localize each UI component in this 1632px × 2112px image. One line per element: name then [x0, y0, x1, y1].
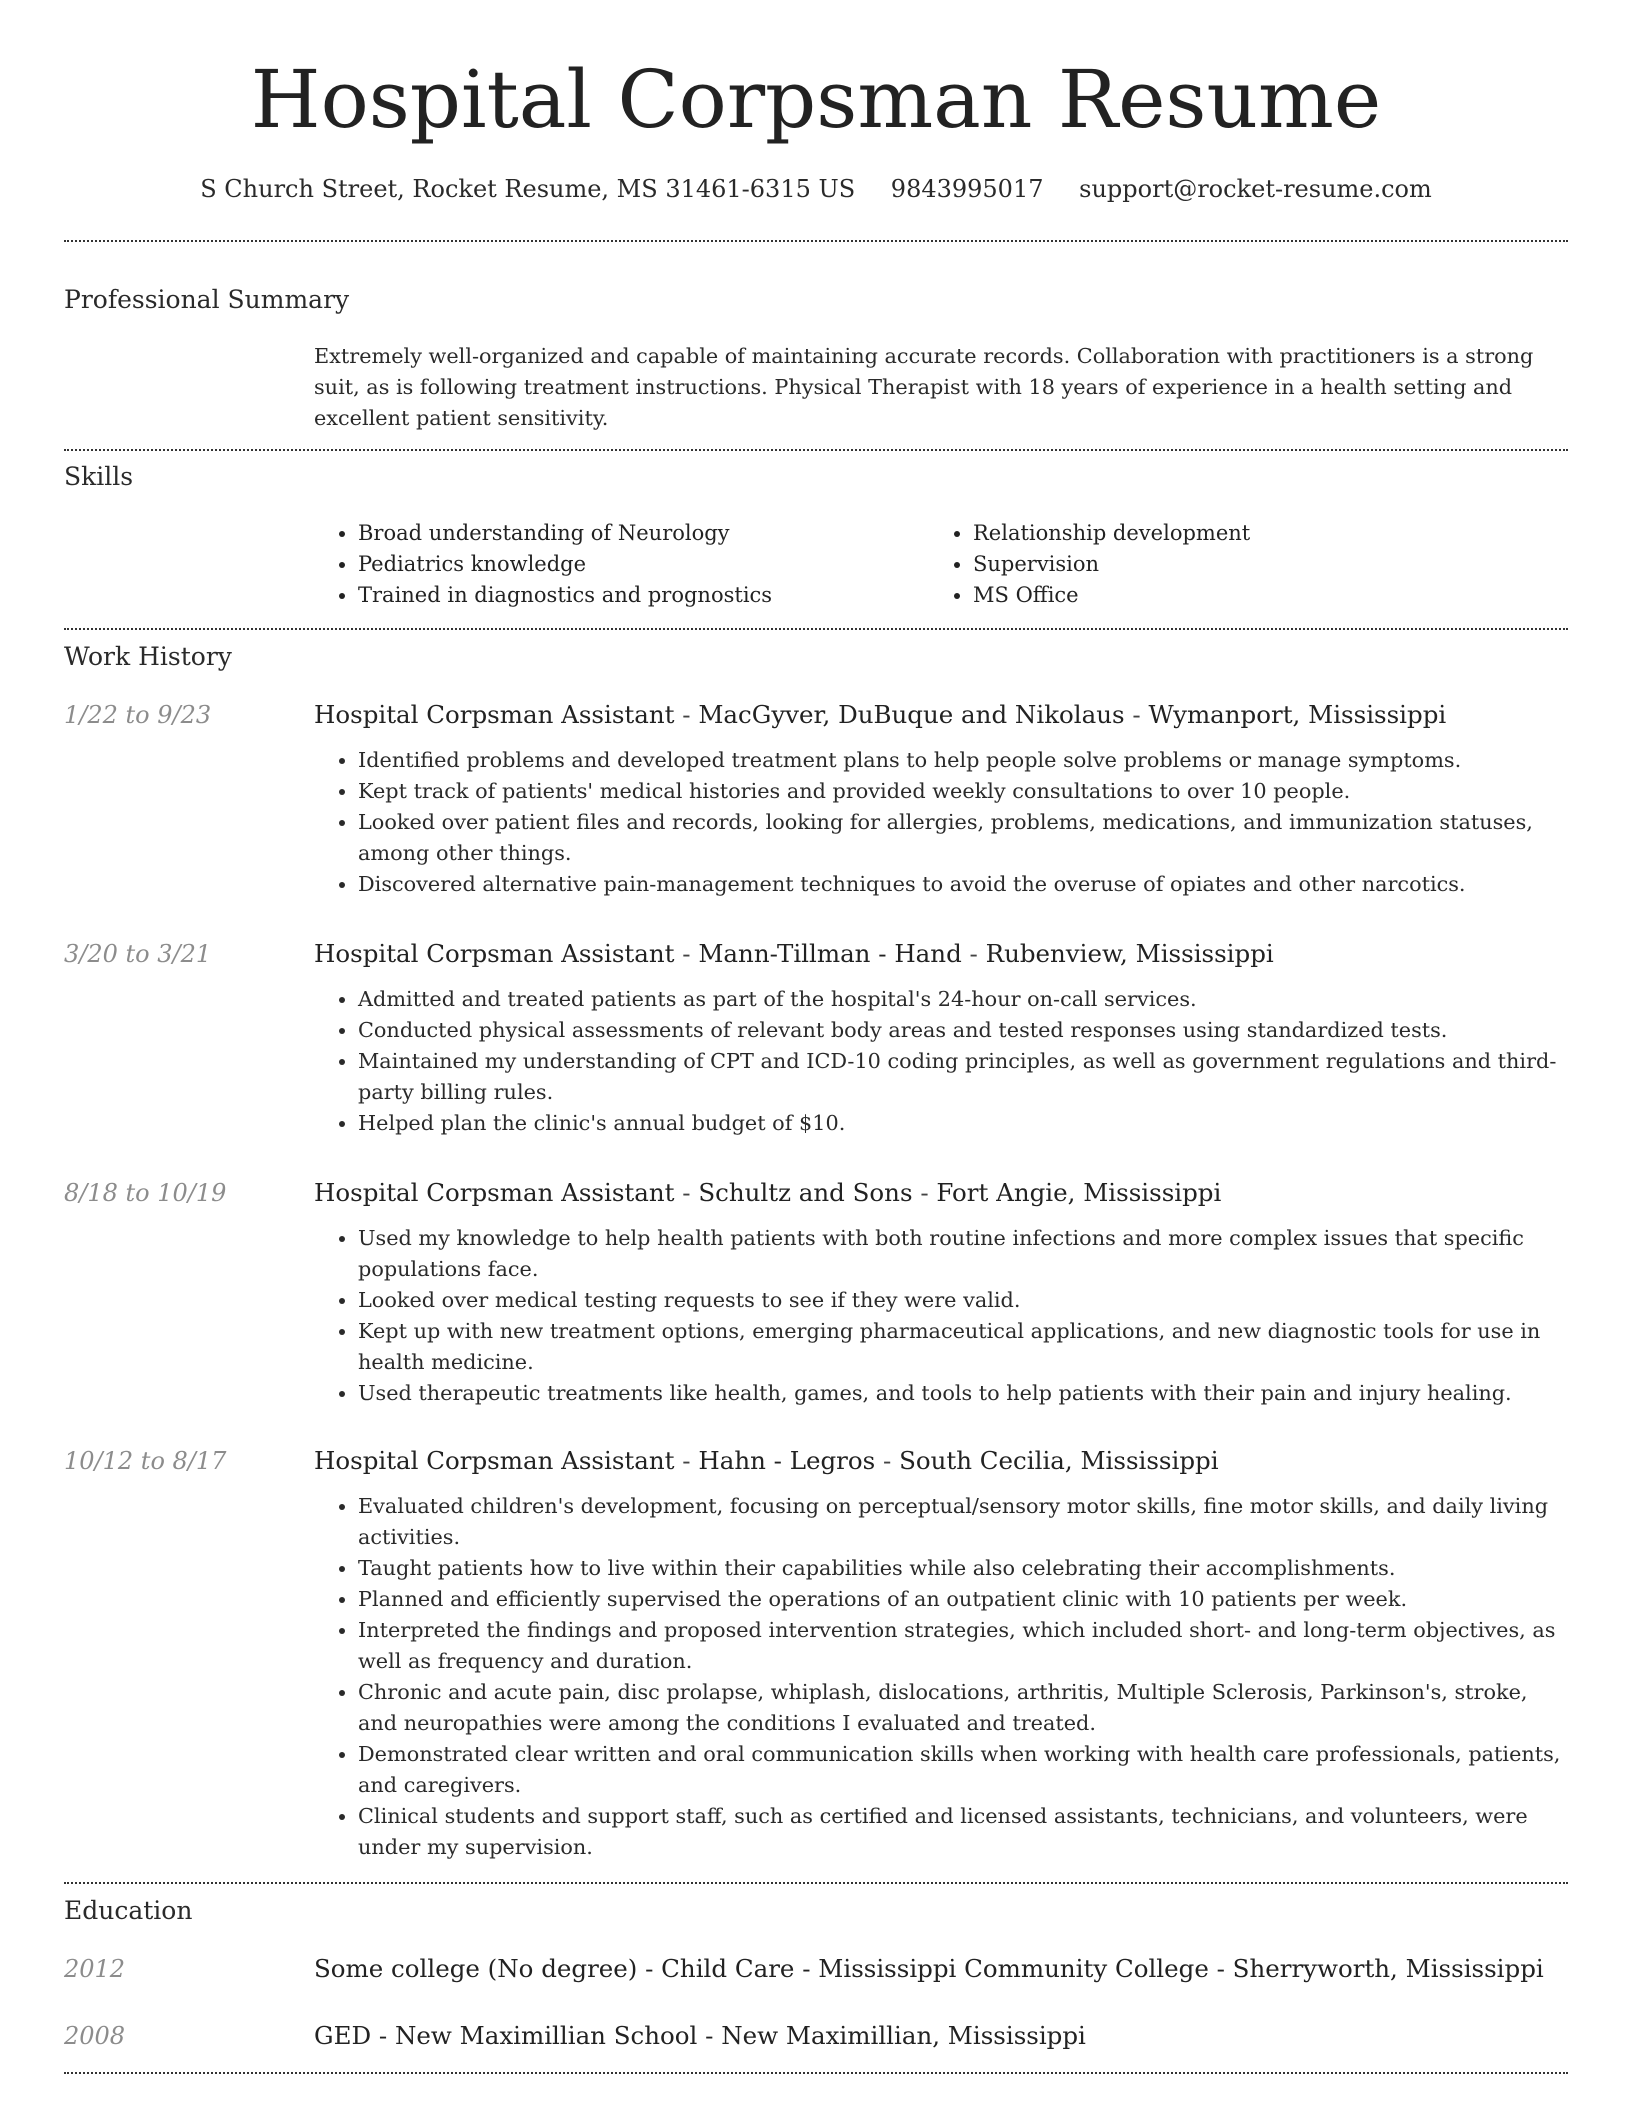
skills-list — [314, 518, 1564, 611]
contact-address: S Church Street, Rocket Resume, MS 31461-6315 US — [200, 175, 856, 203]
job-dates: 8/18 to 10/19 — [64, 1179, 227, 1207]
skill-item: • MS Office — [973, 580, 1544, 611]
job-company: MacGyver, DuBuque and Nikolaus — [698, 700, 1125, 729]
job-dates: 10/12 to 8/17 — [64, 1447, 227, 1475]
job-bullets — [314, 745, 1568, 900]
job-role: Hospital Corpsman Assistant — [314, 939, 675, 968]
skill-item: • Pediatrics knowledge — [358, 549, 929, 580]
education-detail: Some college (No degree) - Child Care - Mississippi Community College - Sherryworth, Mississippi — [314, 1954, 1544, 1983]
job-bullets — [314, 1491, 1568, 1863]
divider — [64, 628, 1568, 630]
job-role: Hospital Corpsman Assistant — [314, 1178, 675, 1207]
job-bullet: • Demonstrated clear written and oral communication skills when working with health care professionals, patients, and caregivers. — [358, 1739, 1568, 1801]
job-bullet: • Admitted and treated patients as part of the hospital's 24-hour on-call services. — [358, 984, 1568, 1015]
job-bullet: • Clinical students and support staff, such as certified and licensed assistants, technicians, and volunteers, were under my supervision. — [358, 1801, 1568, 1863]
contact-phone: 9843995017 — [890, 175, 1044, 203]
education-heading: Education — [64, 1896, 193, 1925]
job-location: Fort Angie, Mississippi — [936, 1178, 1222, 1207]
education-year: 2008 — [64, 2022, 126, 2050]
job-bullet: • Helped plan the clinic's annual budget of $10. — [358, 1108, 1568, 1139]
job-company: Schultz and Sons — [698, 1178, 913, 1207]
job-bullet: • Looked over patient files and records, looking for allergies, problems, medications, and immunization statuses, among other things. — [358, 807, 1568, 869]
education-entry — [64, 2019, 1568, 2053]
contact-line — [0, 172, 1632, 206]
skill-item: • Supervision — [973, 549, 1544, 580]
skills-heading: Skills — [64, 462, 134, 491]
job-bullet: • Taught patients how to live within their capabilities while also celebrating their accomplishments. — [358, 1553, 1568, 1584]
skills-column-left — [314, 518, 929, 611]
contact-email: support@rocket-resume.com — [1079, 175, 1432, 203]
job-bullet: • Chronic and acute pain, disc prolapse, whiplash, dislocations, arthritis, Multiple Sclerosis, Parkinson's, stroke, and neuropathies were among the conditions I evaluated and treated. — [358, 1677, 1568, 1739]
job-bullet: • Planned and efficiently supervised the operations of an outpatient clinic with 10 patients per week. — [358, 1584, 1568, 1615]
job-company: Hahn - Legros — [698, 1446, 876, 1475]
job-bullet: • Discovered alternative pain-management techniques to avoid the overuse of opiates and other narcotics. — [358, 869, 1568, 900]
skill-item: • Broad understanding of Neurology — [358, 518, 929, 549]
summary-text: Extremely well-organized and capable of maintaining accurate records. Collaboration with practitioners is a strong suit, as is following treatment instructions. Physical Therapist with 18 years of experience in a health setting and excellent patient sensitivity. — [314, 344, 1534, 430]
job-bullet: • Conducted physical assessments of relevant body areas and tested responses using standardized tests. — [358, 1015, 1568, 1046]
job-bullet: • Used my knowledge to help health patients with both routine infections and more complex issues that specific populations face. — [358, 1223, 1568, 1285]
job-title: Hospital Corpsman Assistant - Mann-Tillman - Hand - Rubenview, Mississippi — [314, 939, 1274, 968]
resume-name: Hospital Corpsman Resume — [250, 53, 1382, 146]
work-history-heading: Work History — [64, 642, 232, 671]
job-role: Hospital Corpsman Assistant — [314, 700, 675, 729]
job-bullet: • Maintained my understanding of CPT and ICD-10 coding principles, as well as government regulations and third-party billing rules. — [358, 1046, 1568, 1108]
divider — [64, 2072, 1568, 2074]
job-bullet: • Used therapeutic treatments like health, games, and tools to help patients with their pain and injury healing. — [358, 1378, 1568, 1409]
skill-item: • Trained in diagnostics and prognostics — [358, 580, 929, 611]
job-company: Mann-Tillman - Hand — [698, 939, 962, 968]
job-bullet: • Evaluated children's development, focusing on perceptual/sensory motor skills, fine motor skills, and daily living activities. — [358, 1491, 1568, 1553]
job-bullets — [314, 1223, 1568, 1409]
job-location: Wymanport, Mississippi — [1148, 700, 1447, 729]
job-role: Hospital Corpsman Assistant — [314, 1446, 675, 1475]
job-location: Rubenview, Mississippi — [985, 939, 1274, 968]
job-title: Hospital Corpsman Assistant - Schultz and Sons - Fort Angie, Mississippi — [314, 1178, 1222, 1207]
job-bullet: • Kept track of patients' medical histories and provided weekly consultations to over 10 people. — [358, 776, 1568, 807]
job-bullet: • Kept up with new treatment options, emerging pharmaceutical applications, and new diagnostic tools for use in health medicine. — [358, 1316, 1568, 1378]
divider — [64, 240, 1568, 242]
job-dates: 3/20 to 3/21 — [64, 940, 212, 968]
divider — [64, 449, 1568, 451]
job-title: Hospital Corpsman Assistant - MacGyver, DuBuque and Nikolaus - Wymanport, Mississippi — [314, 700, 1447, 729]
education-year: 2012 — [64, 1955, 126, 1983]
job-bullet: • Interpreted the findings and proposed intervention strategies, which included short- and long-term objectives, as well as frequency and duration. — [358, 1615, 1568, 1677]
job-bullets — [314, 984, 1568, 1139]
skills-column-right — [929, 518, 1544, 611]
job-bullet: • Looked over medical testing requests to see if they were valid. — [358, 1285, 1568, 1316]
summary-heading: Professional Summary — [64, 285, 350, 314]
skill-item: • Relationship development — [973, 518, 1544, 549]
job-bullet: • Identified problems and developed treatment plans to help people solve problems or manage symptoms. — [358, 745, 1568, 776]
divider — [64, 1882, 1568, 1884]
job-title: Hospital Corpsman Assistant - Hahn - Legros - South Cecilia, Mississippi — [314, 1446, 1219, 1475]
job-location: South Cecilia, Mississippi — [899, 1446, 1219, 1475]
education-detail: GED - New Maximillian School - New Maximillian, Mississippi — [314, 2021, 1086, 2050]
job-dates: 1/22 to 9/23 — [64, 701, 212, 729]
education-entry — [64, 1952, 1568, 1986]
